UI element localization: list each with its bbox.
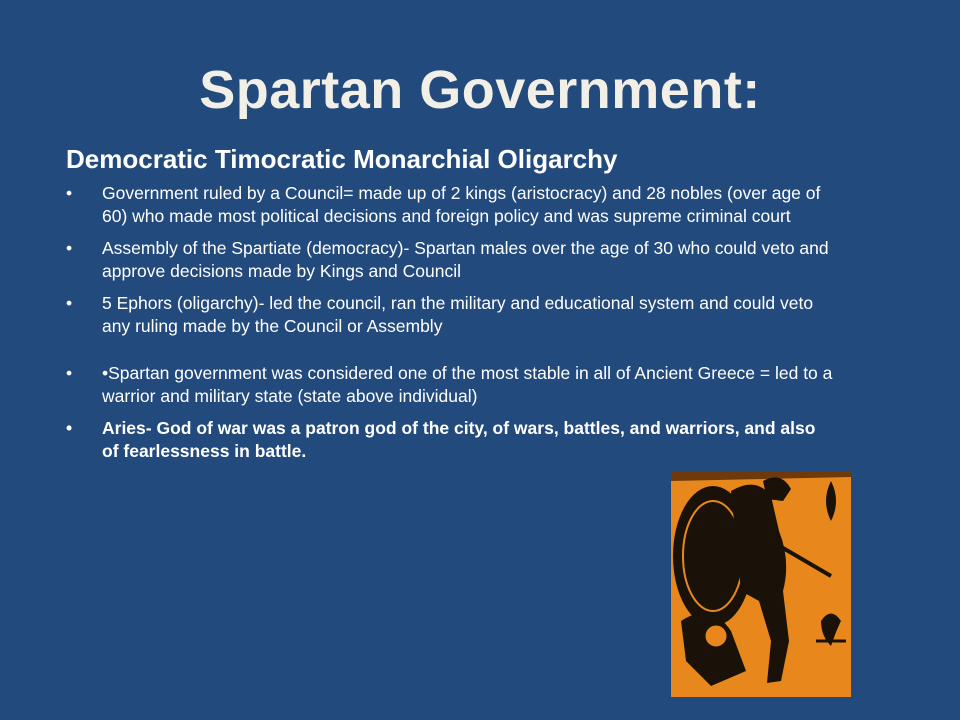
bullet-text: 5 Ephors (oligarchy)- led the council, ran the military and educational system and could veto any ruling made by the Council or Assembly — [102, 293, 814, 336]
bullet-text: Assembly of the Spartiate (democracy)- Spartan males over the age of 30 who could veto and approve decisions made by Kings and Council — [102, 238, 829, 281]
fallen-shield — [704, 624, 728, 648]
bullet-text: Government ruled by a Council= made up of 2 kings (aristocracy) and 28 nobles (over age of 60) who made most political decisions and foreign policy and was supreme criminal court — [102, 183, 821, 226]
bullet-marker: • — [66, 293, 73, 313]
bullet-marker: • — [66, 363, 73, 383]
bullet-ephors — [66, 292, 836, 338]
bullet-text: Aries- God of war was a patron god of the city, of wars, battles, and warriors, and also of fearlessness in battle. — [102, 418, 816, 461]
bullet-aries — [66, 417, 836, 463]
slide-subtitle: Democratic Timocratic Monarchial Oligarchy — [66, 144, 618, 174]
greek-vase-image — [671, 471, 851, 697]
bullet-marker: • — [66, 418, 73, 438]
bullet-council — [66, 182, 836, 228]
bullet-text: •Spartan government was considered one of the most stable in all of Ancient Greece = led to a warrior and military state (state above individual) — [102, 363, 833, 406]
bullet-list — [66, 182, 836, 472]
bullet-marker: • — [66, 238, 73, 258]
bullet-stability — [66, 362, 836, 408]
bullet-assembly — [66, 237, 836, 283]
slide-title: Spartan Government: — [199, 60, 761, 120]
bullet-marker: • — [66, 183, 73, 203]
